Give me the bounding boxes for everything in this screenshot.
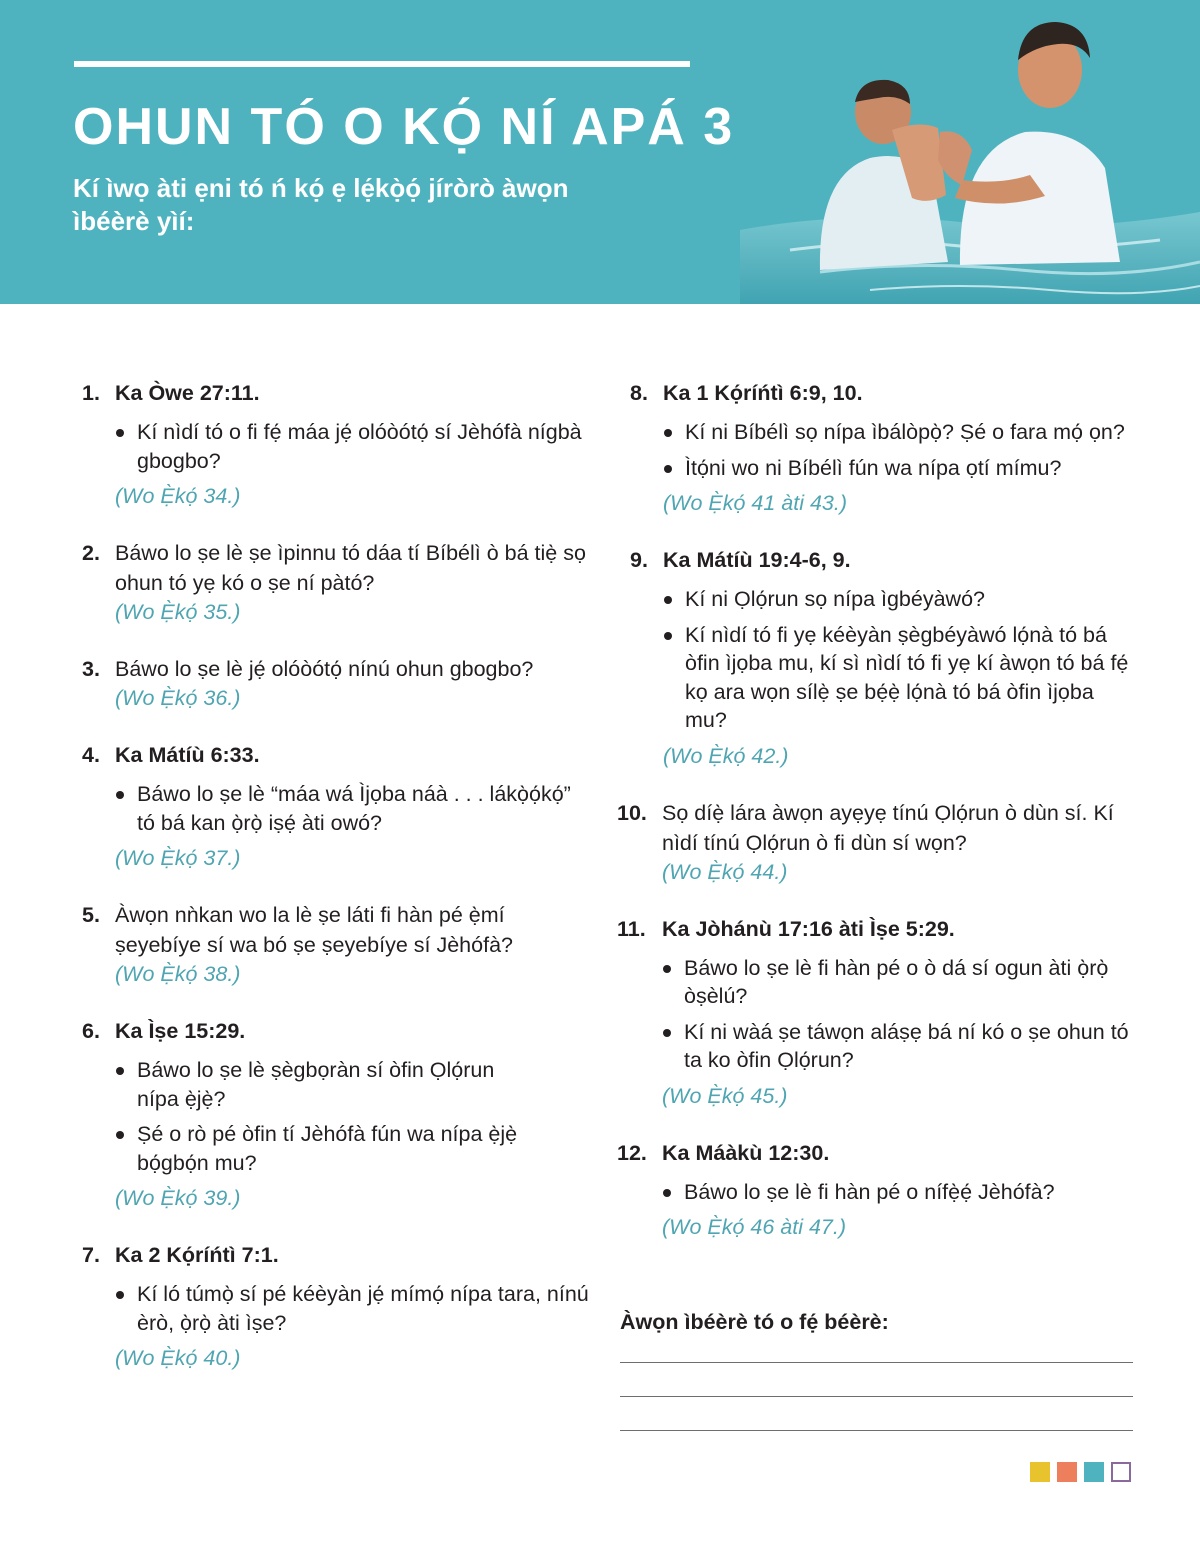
question-reading: Ka Ìṣe 15:29. [115,1019,246,1043]
question-bullet: Báwo lo ṣe lè “máa wá Ìjọba náà . . . lákọ̀ọ́kọ́” tó bá kan ọ̀rọ̀ iṣẹ́ àti owó? [82,780,592,837]
question-bullet: Kí nìdí tó o fi fẹ́ máa jẹ́ olóòótọ́ sí Jèhófà nígbà gbogbo? [82,418,592,475]
question-bullet: Báwo lo ṣe lè fi hàn pé o nífẹ̀ẹ́ Jèhófà? [629,1178,1137,1207]
lesson-reference: (Wo Ẹ̀kọ́ 42.) [663,743,789,768]
question-number: 8. [630,381,648,405]
bullet-icon [664,429,672,437]
question-bullet: Kí ni wàá ṣe táwọn aláṣẹ bá ní kó o ṣe ohun tó ta ko òfin Ọlọ́run? [629,1018,1137,1075]
question-5 [82,900,592,989]
question-bullet: Báwo lo ṣe lè ṣègbọràn sí òfin Ọlọ́run nípa ẹ̀jẹ̀? [82,1056,522,1113]
bullet-icon [116,1131,124,1139]
question-number: 10. [617,800,647,825]
note-line[interactable] [620,1362,1133,1363]
question-7 [82,1240,592,1373]
question-number: 6. [82,1019,100,1043]
bullet-icon [663,1189,671,1197]
question-bullet: Kí ni Ọlọ́run sọ nípa ìgbéyàwó? [630,585,1137,614]
bullet-icon [664,465,672,473]
lesson-reference: (Wo Ẹ̀kọ́ 37.) [115,846,241,870]
question-12 [617,1138,1137,1243]
lesson-reference: (Wo Ẹ̀kọ́ 35.) [115,600,241,624]
question-3 [82,654,592,713]
question-1 [82,378,592,511]
question-2 [82,538,592,627]
notes-title: Àwọn ìbéèrè tó o fẹ́ béèrè: [620,1310,889,1334]
question-11 [617,914,1137,1111]
question-reading: Ka Máàkù 12:30. [662,1140,830,1165]
question-text: Báwo lo ṣe lè ṣe ìpinnu tó dáa tí Bíbélì ò bá tiẹ̀ sọ ohun tó yẹ kó o ṣe ní pàtó? [115,541,586,595]
lesson-reference: (Wo Ẹ̀kọ́ 36.) [115,686,241,710]
question-text: Sọ díẹ̀ lára àwọn ayẹyẹ tínú Ọlọ́run ò dùn sí. Kí nìdí tínú Ọlọ́run ò fi dùn sí wọn? [662,800,1114,855]
baptism-illustration [700,0,1200,304]
bullet-icon [116,1291,124,1299]
header-banner [0,0,1200,304]
question-bullet: Ìtọ́ni wo ni Bíbélì fún wa nípa ọtí mímu? [630,454,1137,483]
question-number: 11. [617,916,646,941]
question-bullet: Kí ni Bíbélì sọ nípa ìbálòpọ̀? Ṣé o fara mọ́ ọn? [630,418,1137,447]
bullet-icon [116,429,124,437]
question-number: 3. [82,657,100,681]
question-4 [82,740,592,873]
question-8 [617,378,1137,518]
lesson-reference: (Wo Ẹ̀kọ́ 45.) [662,1083,788,1108]
color-square-yellow-icon [1030,1462,1050,1482]
question-bullet: Kí ló túmọ̀ sí pé kéèyàn jẹ́ mímọ́ nípa tara, nínú èrò, ọ̀rọ̀ àti ìṣe? [82,1280,592,1337]
question-reading: Ka Mátíù 19:4-6, 9. [663,548,851,572]
question-number: 1. [82,381,100,405]
lesson-reference: (Wo Ẹ̀kọ́ 44.) [662,859,788,884]
question-number: 4. [82,743,100,767]
bullet-icon [116,1067,124,1075]
question-10 [617,798,1137,887]
question-reading: Ka 2 Kọ́ríńtì 7:1. [115,1243,279,1267]
header-rule [74,61,690,67]
page-title: OHUN TÓ O KỌ́ NÍ APÁ 3 [73,98,735,156]
lesson-reference: (Wo Ẹ̀kọ́ 46 àti 47.) [662,1215,847,1239]
question-number: 12. [617,1140,647,1165]
question-reading: Ka Mátíù 6:33. [115,743,260,767]
note-line[interactable] [620,1396,1133,1397]
questions-column-left [82,378,592,1400]
question-9 [617,545,1137,771]
bullet-icon [664,632,672,640]
bullet-icon [116,791,124,799]
question-text: Báwo lo ṣe lè jẹ́ olóòótọ́ nínú ohun gbogbo? [115,657,534,681]
question-number: 7. [82,1243,100,1267]
question-bullet: Kí nìdí tó fi yẹ kéèyàn ṣègbéyàwó lọ́nà tó bá òfin ìjọba mu, kí sì nìdí tó fi yẹ kí àwọn tó bá fẹ́ kọ ara wọn sílẹ̀ ṣe bẹ́ẹ̀ lọ́nà tó bá òfin ìjọba mu? [630,621,1137,735]
question-number: 2. [82,541,100,565]
color-square-teal-icon [1084,1462,1104,1482]
questions-column-right [617,378,1137,1269]
bullet-icon [664,596,672,604]
page-subtitle: Kí ìwọ àti ẹni tó ń kọ́ ẹ lẹ́kọ̀ọ́ jíròrò àwọn ìbéèrè yìí: [73,173,569,236]
question-bullet: Ṣé o rò pé òfin tí Jèhófà fún wa nípa ẹ̀jẹ̀ bọ́gbọ́n mu? [82,1120,522,1177]
lesson-reference: (Wo Ẹ̀kọ́ 34.) [115,484,241,508]
color-square-orange-icon [1057,1462,1077,1482]
lesson-reference: (Wo Ẹ̀kọ́ 39.) [115,1186,241,1210]
question-number: 9. [630,548,648,572]
question-number: 5. [82,903,100,927]
bullet-icon [663,1029,671,1037]
note-line[interactable] [620,1430,1133,1431]
question-6 [82,1016,592,1213]
question-bullet: Báwo lo ṣe lè fi hàn pé o ò dá sí ogun àti ọ̀rọ̀ òṣèlú? [629,954,1137,1011]
question-reading: Ka 1 Kọ́ríńtì 6:9, 10. [663,381,863,405]
color-square-outline-icon [1111,1462,1131,1482]
lesson-reference: (Wo Ẹ̀kọ́ 41 àti 43.) [663,491,848,515]
lesson-reference: (Wo Ẹ̀kọ́ 40.) [115,1346,241,1370]
question-text: Àwọn nǹkan wo la lè ṣe láti fi hàn pé ẹ̀mí ṣeyebíye sí wa bó ṣe ṣeyebíye sí Jèhófà? [115,903,513,957]
lesson-reference: (Wo Ẹ̀kọ́ 38.) [115,962,241,986]
bullet-icon [663,965,671,973]
question-reading: Ka Òwe 27:11. [115,381,260,405]
question-reading: Ka Jòhánù 17:16 àti Ìṣe 5:29. [662,916,955,941]
